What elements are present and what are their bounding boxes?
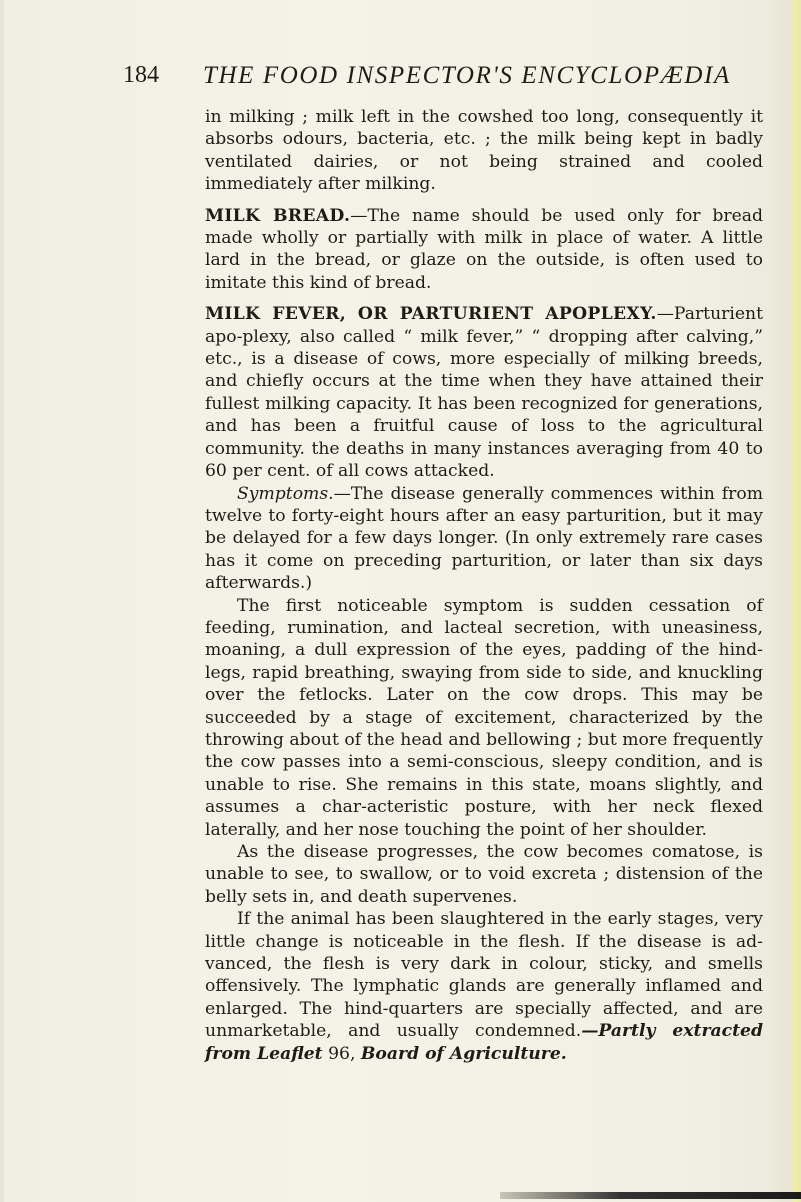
body-text <box>205 106 763 1065</box>
paragraph-text: As the disease progresses, the cow becomes comatose, is unable to see, to swallow, or to void excreta ; distension of the belly sets in, and death supervenes. <box>205 842 763 907</box>
paragraph-symptoms <box>205 483 763 595</box>
entry-text: —Parturient apo-plexy, also called “ milk fever,” “ dropping after calving,” etc., is a disease of cows, more especially of milking breeds, and chiefly occurs at the time when they have attained their fullest milking capacity. It has been recognized for generations, and has been a fruitful cause of loss to the agricultural community. the deaths in many instances averaging from 40 to 60 per cent. of all cows attacked. <box>205 304 763 482</box>
page-header <box>123 62 785 102</box>
paragraph-continuation <box>205 106 763 196</box>
paragraph-text: The first noticeable symptom is sudden cessation of feeding, rumination, and lacteal secretion, with uneasiness, moaning, a dull expression of the eyes, padding of the hind-legs, rapid breathing, swaying from side to side, and knuckling over the fetlocks. Later on the cow drops. This may be succeeded by a stage of excitement, characterized by the throwing about of the head and bellowing ; but more frequently the cow passes into a semi-conscious, sleepy condition, and is unable to rise. She remains in this state, moans slightly, and assumes a char-acteristic posture, with her neck flexed laterally, and her nose touching the point of her shoulder. <box>205 595 763 840</box>
running-head: THE FOOD INSPECTOR'S ENCYCLOPÆDIA <box>203 62 731 89</box>
paragraph-slaughter <box>205 908 763 1065</box>
entry-text: —The name should be used only for bread made wholly or partially with milk in place of water. A little lard in the bread, or glaze on the outside, is often used to imitate this kind of bread. <box>205 205 763 293</box>
entry-heading: MILK BREAD. <box>205 205 351 226</box>
bottom-rule <box>500 1192 801 1199</box>
subheading-symptoms: Symptoms. <box>237 483 334 504</box>
paragraph-first-symptom <box>205 595 763 841</box>
source-citation: —Partly extracted from Leaflet <box>205 1021 763 1064</box>
entry-milk-bread <box>205 205 763 295</box>
source-publisher: Board of Agriculture. <box>360 1043 567 1064</box>
page-left-edge <box>0 0 4 1202</box>
paragraph-text: in milking ; milk left in the cowshed too long, consequently it absorbs odours, bacteria, etc. ; the milk being kept in badly ventilated dairies, or not being strained and cooled immediately after milking. <box>205 107 763 195</box>
paragraph-text: —The disease generally commences within from twelve to forty-eight hours after an easy parturition, but it may be delayed for a few days longer. (In only extremely rare cases has it come on preceding parturition, or later than six days afterwards.) <box>205 483 763 594</box>
page-right-edge <box>791 0 801 1202</box>
source-leaflet-number: 96, <box>322 1043 361 1064</box>
paragraph-progression <box>205 841 763 908</box>
paragraph-text: If the animal has been slaughtered in the early stages, very little change is noticeable in the flesh. If the disease is ad-vanced, the flesh is very dark in colour, sticky, and smells offensively. The lymphatic glands are generally inflamed and enlarged. The hind-quarters are specially affected, and are unmarketable, and usually condemned. <box>205 909 763 1042</box>
entry-heading: MILK FEVER, OR PARTURIENT APOPLEXY. <box>205 304 657 325</box>
entry-milk-fever <box>205 303 763 482</box>
page-number: 184 <box>123 62 159 88</box>
